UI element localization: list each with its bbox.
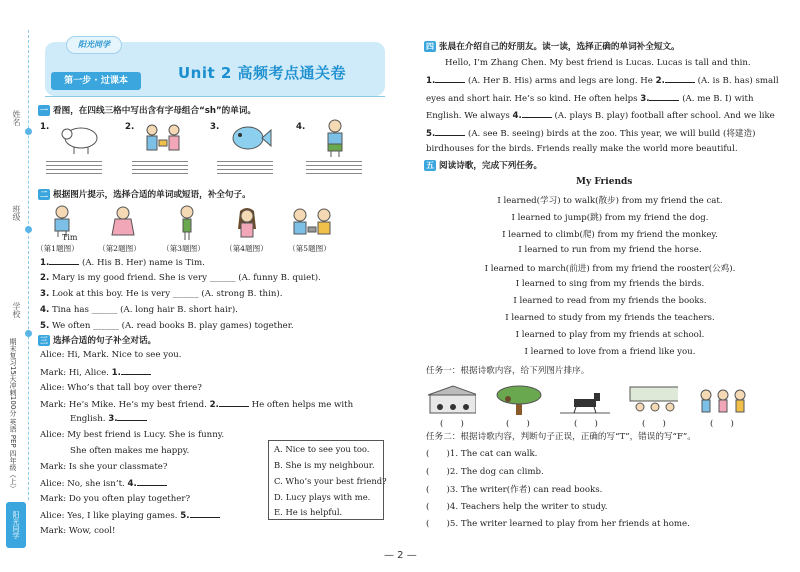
poem-line: I learned to sing from my friends the birds. [515, 279, 705, 289]
caption-5: （第5题图） [288, 244, 331, 253]
tf-question: ( )3. The writer(作者) can read books. [426, 485, 603, 495]
dialogue-line: English. 3. [70, 413, 147, 424]
divider [45, 96, 385, 97]
passage-line: eyes and short hair. He’s so kind. He often helps 3. (A. me B. I) with [426, 94, 754, 104]
animal-running-icon [560, 385, 610, 415]
tf-answer-box[interactable]: ( ) [426, 485, 450, 495]
option-a: A. Nice to see you too. [274, 444, 370, 454]
task1-instruction: 任务一：根据诗歌内容，给下列图片排序。 [426, 366, 590, 376]
tf-answer-box[interactable]: ( ) [426, 449, 450, 459]
page-number: — 2 — [384, 550, 417, 561]
step-tag: 第一步 · 过课本 [51, 72, 141, 90]
question-2-1: 1. (A. His B. Her) name is Tim. [40, 258, 205, 268]
book-series-title: 期末复习15天冲刺100分 英语 PEP 四年级（上） [9, 338, 17, 492]
section-instruction: 看图，在四线三格中写出含有字母组合“sh”的单词。 [53, 106, 256, 116]
name-label: 姓名 [12, 110, 21, 126]
answer-blank[interactable] [137, 478, 167, 486]
tf-question: ( )4. Teachers help the writer to study. [426, 502, 608, 512]
tf-answer-box[interactable]: ( ) [426, 519, 450, 529]
long-hair-girl-icon [232, 207, 262, 241]
poem-line: I learned to play from my friends at school. [515, 330, 705, 340]
writing-lines[interactable] [217, 158, 273, 174]
option-c: C. Who’s your best friend? [274, 476, 387, 486]
section-number: 一 [40, 105, 48, 115]
option-b: B. She is my neighbour. [274, 460, 375, 470]
section5-heading [424, 159, 542, 171]
caption-4: （第4题图） [225, 244, 268, 253]
section-number: 四 [426, 41, 434, 51]
girl-shorts-icon [318, 118, 352, 158]
passage-line: Hello, I’m Zhang Chen. My best friend is Lucas. Lucas is tall and thin. [445, 58, 751, 68]
order-answer-box[interactable]: ( ) [574, 419, 598, 429]
writing-lines[interactable] [306, 158, 362, 174]
binding-margin [0, 0, 34, 572]
poem-line: I learned to run from my friend the horse. [518, 245, 702, 255]
tf-question: ( )5. The writer learned to play from her friends at home. [426, 519, 690, 529]
poem-line: I learned(学习) to walk(散步) from my friend the cat. [497, 196, 723, 206]
answer-blank[interactable] [522, 110, 552, 118]
passage-line: English. We always 4. (A. plays B. play) football after school. And we like [426, 111, 775, 121]
page-title: Unit 2 高频考点通关卷 [178, 64, 347, 82]
item-label: 2. [125, 122, 135, 132]
section-number: 二 [40, 189, 48, 199]
writing-lines[interactable] [132, 158, 188, 174]
option-e: E. He is helpful. [274, 507, 343, 517]
section-instruction: 选择合适的句子补全对话。 [53, 336, 157, 346]
section2-heading [38, 188, 251, 200]
section3-heading [38, 334, 156, 346]
dialogue-line: Mark: Do you often play together? [40, 494, 191, 504]
passage-line: 5. (A. see B. seeing) birds at the zoo. This year, we will build (将建造) [426, 129, 756, 139]
quiet-girl-icon [108, 205, 138, 241]
monkey-tree-icon [492, 385, 542, 415]
task2-instruction: 任务二：根据诗歌内容，判断句子正误，正确的写“T”，错误的写“F”。 [426, 432, 696, 442]
item-label: 1. [40, 122, 50, 132]
fish-icon [226, 120, 272, 158]
poem-line: I learned to study from my friends the teachers. [505, 313, 715, 323]
item-label: 4. [296, 122, 306, 132]
caption-1: （第1题图） [36, 244, 79, 253]
school-label: 学校 [12, 302, 21, 318]
thin-boy-icon [172, 205, 202, 241]
answer-blank[interactable] [665, 75, 695, 83]
margin-dashed-line [28, 30, 29, 500]
dialogue-line: Mark: Wow, cool! [40, 526, 116, 536]
option-d: D. Lucy plays with me. [274, 492, 371, 502]
section-number: 五 [426, 160, 434, 170]
series-logo: 阳光同学 [66, 36, 122, 54]
sheep-icon [56, 122, 106, 156]
tim-label: Tim [62, 233, 78, 242]
dialogue-line: Alice: Who’s that tall boy over there? [40, 383, 202, 393]
caption-2: （第2题图） [98, 244, 141, 253]
margin-dot [25, 226, 32, 233]
dialogue-line: Alice: No, she isn’t. 4. [40, 478, 167, 489]
order-answer-box[interactable]: ( ) [506, 419, 530, 429]
section-instruction: 根据图片提示，选择合适的单词或短语，补全句子。 [53, 190, 251, 200]
writing-lines[interactable] [46, 158, 102, 174]
poem-line: I learned to read from my friends the books. [513, 296, 707, 306]
poem-line: I learned to jump(跳) from my friend the dog. [511, 213, 709, 223]
section4-heading [424, 40, 680, 52]
kids-playing-games-icon [288, 207, 336, 241]
answer-blank[interactable] [190, 510, 220, 518]
question-2-5: 5. We often ______ (A. read books B. play games) together. [40, 321, 294, 331]
item-label: 3. [210, 122, 220, 132]
poem-line: I learned to love from a friend like you. [524, 347, 696, 357]
section-number: 三 [40, 335, 48, 345]
margin-dot [25, 330, 32, 337]
passage-line: 1. (A. Her B. His) arms and legs are long. He 2. (A. is B. has) small [426, 76, 779, 86]
dialogue-line: Mark: He’s Mike. He’s my best friend. 2. He often helps me with [40, 400, 354, 410]
dialogue-line: Alice: Hi, Mark. Nice to see you. [40, 350, 182, 360]
order-answer-box[interactable]: ( ) [710, 419, 734, 429]
poem-line: I learned to march(前进) from my friend the rooster(公鸡). [484, 264, 736, 274]
tf-answer-box[interactable]: ( ) [426, 467, 450, 477]
passage-line: birdhouses for the birds. Friends really make the world more beautiful. [426, 144, 738, 154]
answer-blank[interactable] [435, 128, 465, 136]
students-studying-icon [628, 385, 678, 415]
dialogue-line: Alice: My best friend is Lucy. She is funny. [40, 430, 225, 440]
class-label: 班级 [12, 205, 21, 221]
question-2-3: 3. Look at this boy. He is very ______ (A. strong B. thin). [40, 289, 283, 299]
section1-heading [38, 104, 256, 116]
answer-blank[interactable] [49, 257, 79, 265]
section-instruction: 张晨在介绍自己的好朋友。读一读，选择正确的单词补全短文。 [439, 42, 680, 52]
section-instruction: 阅读诗歌，完成下列任务。 [439, 161, 543, 171]
tf-question: ( )2. The dog can climb. [426, 467, 544, 477]
dialogue-line: Mark: Is she your classmate? [40, 462, 168, 472]
dialogue-line: She often makes me happy. [70, 446, 190, 456]
order-answer-box[interactable]: ( ) [642, 419, 666, 429]
answer-blank[interactable] [117, 413, 147, 421]
tf-answer-box[interactable]: ( ) [426, 502, 450, 512]
options-box [268, 440, 387, 520]
margin-dot [25, 128, 32, 135]
tf-question: ( )1. The cat can walk. [426, 449, 538, 459]
school-scene-icon [426, 385, 476, 415]
answer-blank[interactable] [649, 93, 679, 101]
brand-logo: 阳光同学 [6, 502, 26, 548]
poem-line: I learned to climb(爬) from my friend the monkey. [502, 230, 718, 240]
question-2-4: 4. Tina has ______ (A. long hair B. short hair). [40, 305, 238, 315]
playground-kids-icon [696, 385, 746, 415]
order-answer-box[interactable]: ( ) [440, 419, 464, 429]
children-sharing-icon [140, 122, 186, 156]
poem-title: My Friends [576, 177, 633, 187]
answer-blank[interactable] [219, 399, 249, 407]
dialogue-line: Mark: Hi, Alice. 1. [40, 367, 151, 378]
question-2-2: 2. Mary is my good friend. She is very ______ (A. funny B. quiet). [40, 273, 321, 283]
dialogue-line: Alice: Yes, I like playing games. 5. [40, 510, 220, 521]
answer-blank[interactable] [435, 75, 465, 83]
caption-3: （第3题图） [162, 244, 205, 253]
answer-blank[interactable] [121, 367, 151, 375]
